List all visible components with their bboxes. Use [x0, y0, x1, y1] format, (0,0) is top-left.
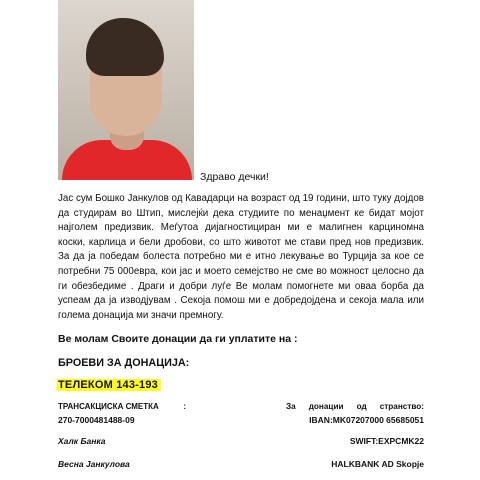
story-paragraph: Јас сум Бошко Јанкулов од Кавадарци на возраст од 19 години, што туку дојдов да студирам во Штип, мислејќи дека студиите по менаџмент ке бидат мојот најголем предизвик. Меѓутоа дијагностициран ми е малигнен карциномна коски, карлица и бели дробови, со што животот ме стави пред нов предизвик. За да ја победам болеста потребно ми е итно лекување во Турција за кое се потребни 75 000евра, кои јас и моето семејство не сме во можност целосно да ги обезбедиме . Драги и добри луѓе Ве молам помогнете ми оваа борба да успеам да ја изводјувам . Секоја помош ми е добредојдена и секоја мала или голема донација ми значи премногу.	[58, 193, 424, 321]
boy-portrait-photo	[58, 0, 194, 180]
hair	[86, 18, 164, 76]
foreign-label-word: од	[356, 402, 367, 411]
swift-code: SWIFT:EXPCMK22	[349, 436, 424, 446]
transaction-colon: :	[183, 402, 186, 411]
telekom-number: ТЕЛЕКОМ 143-193	[57, 379, 161, 391]
foreign-label-word: донации	[308, 402, 344, 411]
transaction-account-label	[58, 402, 186, 411]
greeting: Здраво дечки!	[200, 171, 269, 183]
foreign-donations-label	[286, 402, 424, 411]
bank-name: Халк Банка	[58, 436, 106, 446]
foreign-label-word: странство:	[379, 402, 424, 411]
transaction-account-number: 270-7000481488-09	[58, 415, 135, 425]
donation-appeal: Ве молам Своите донации да ги уплатите на :	[58, 333, 298, 345]
account-holder: Весна Јанкулова	[58, 459, 130, 469]
transaction-label-text: ТРАНСАКЦИСКА СМЕТКА	[58, 402, 159, 411]
bank-branch: HALKBANK AD Skopje	[331, 459, 424, 469]
iban: IBAN:MK07207000 65685051	[309, 415, 424, 425]
foreign-label-word: За	[286, 402, 296, 411]
donation-numbers-title: БРОЕВИ ЗА ДОНАЦИЈА:	[58, 357, 190, 369]
